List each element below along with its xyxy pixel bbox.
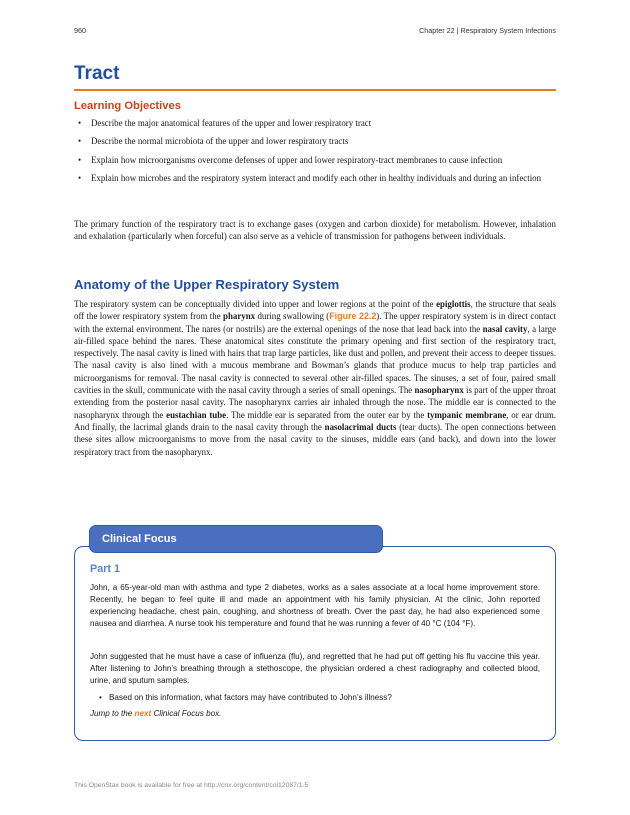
bullet-icon: • [78,118,82,128]
text-run: , the structure that seals off the lower respiratory system from the [74,299,557,322]
anatomy-heading: Anatomy of the Upper Respiratory System [74,277,340,292]
text-run: The respiratory system can be conceptually divided into upper and lower regions at the point of the [74,299,437,309]
text-run: ). The upper respiratory system is in direct contact with the external environment. The nares (or nostrils) are the external openings of the nose that lead back into the [74,311,557,334]
clinical-focus-tab: Clinical Focus [89,525,383,553]
jump-prefix: Jump to the [90,709,135,718]
text-run: during swallowing ( [255,311,330,322]
objective-text: Describe the major anatomical features of the upper and lower respiratory tract [91,118,372,128]
bullet-icon: • [78,136,82,147]
list-item [78,154,556,166]
list-item [78,117,556,129]
text-run: (tear ducts). The open connections between these sites allow microorganisms to move from the nasal cavity to the sinuses, middle ears (and back), and down into the lower respiratory tract from the nasopharynx. [74,421,556,457]
next-link[interactable]: next [134,709,152,718]
clinical-focus-part: Part 1 [90,563,121,575]
objective-text: Explain how microorganisms overcome defenses of upper and lower respiratory-tract membranes to cause infection [91,154,503,165]
footer-note: This OpenStax book is available for free at http://cnx.org/content/col12087/1.5 [74,782,309,789]
learning-objectives-heading: Learning Objectives [74,100,181,112]
text-run: , or ear drum. And finally, the lacrimal glands drain to the nasal cavity through the [74,409,557,432]
clinical-paragraph-2: John suggested that he must have a case of influenza (flu), and regretted that he had put off getting his flu vaccine this year. After listening to John’s breathing through a stethoscope, the physician ordered a chest radiography and collected blood, urine, and sputum samples. [90,652,540,685]
text-run: , a large air-filled space behind the nares. These anatomical sites constitute the primary opening and first section of the respiratory tract, respectively. The nasal cavity is lined with hairs that trap large particles, like dust and pollen, and prevent their access to deeper tissues. The nasal cavity is also lined with a mucous membrane and Bowman’s glands that produce mucus to help trap particles and microorganisms for removal. The nasal cavity is connected to several other air-filled spaces. The sinuses, a set of four, paired small cavities in the skull, communicate with the nasal cavity through a series of small openings. The [74,323,557,396]
term-eustachian-tube: eustachian tube [166,409,227,420]
text-run: . The middle ear is separated from the outer ear by the [226,409,428,420]
term-nasal-cavity: nasal cavity [482,323,528,334]
question-text: Based on this information, what factors may have contributed to John’s illness? [109,693,392,702]
term-nasolacrimal-ducts: nasolacrimal ducts [324,421,397,432]
term-nasopharynx: nasopharynx [414,385,464,396]
figure-link[interactable]: Figure 22.2 [329,311,377,322]
learning-objectives-list [78,117,556,190]
list-item [78,135,556,147]
chapter-title: Chapter 22 | Respiratory System Infections [419,26,556,35]
running-head [74,26,556,38]
bullet-icon: • [99,693,102,702]
intro-paragraph: The primary function of the respiratory tract is to exchange gases (oxygen and carbon dioxide) for metabolism. However, inhalation and exhalation (particularly when forceful) can also serve as a vehicle of transmission for pathogens between individuals. [74,219,556,242]
term-pharynx: pharynx [223,311,256,322]
clinical-question [99,692,392,704]
title-rule [74,89,556,91]
objective-text: Describe the normal microbiota of the upper and lower respiratory tracts [91,136,349,147]
list-item [78,172,556,184]
term-epiglottis: epiglottis [436,299,471,309]
anatomy-paragraph [74,298,556,458]
objective-text: Explain how microbes and the respiratory system interact and modify each other in healthy individuals and during an infection [91,172,542,183]
bullet-icon: • [78,172,82,183]
page-number: 960 [74,26,86,35]
text-run: is part of the upper throat extending from the posterior nasal cavity. The nasopharynx carries air inhaled through the nose. The middle ear is connected to the nasopharynx through the [74,385,556,420]
bullet-icon: • [78,154,82,165]
clinical-paragraph-1: John, a 65-year-old man with asthma and type 2 diabetes, works as a sales associate at a local home improvement store. Recently, he began to feel quite ill and made an appointment with his family physician. At the clinic, John reported experiencing headache, chest pain, coughing, and shortness of breath. Over the past day, he had also experienced some nausea and diarrhea. A nurse took his temperature and found that he was running a fever of 40 °C (104 °F). [90,583,540,628]
jump-line [90,709,221,718]
term-tympanic-membrane: tympanic membrane [427,409,507,420]
jump-suffix: Clinical Focus box. [151,709,222,718]
section-title: Tract [74,63,120,84]
